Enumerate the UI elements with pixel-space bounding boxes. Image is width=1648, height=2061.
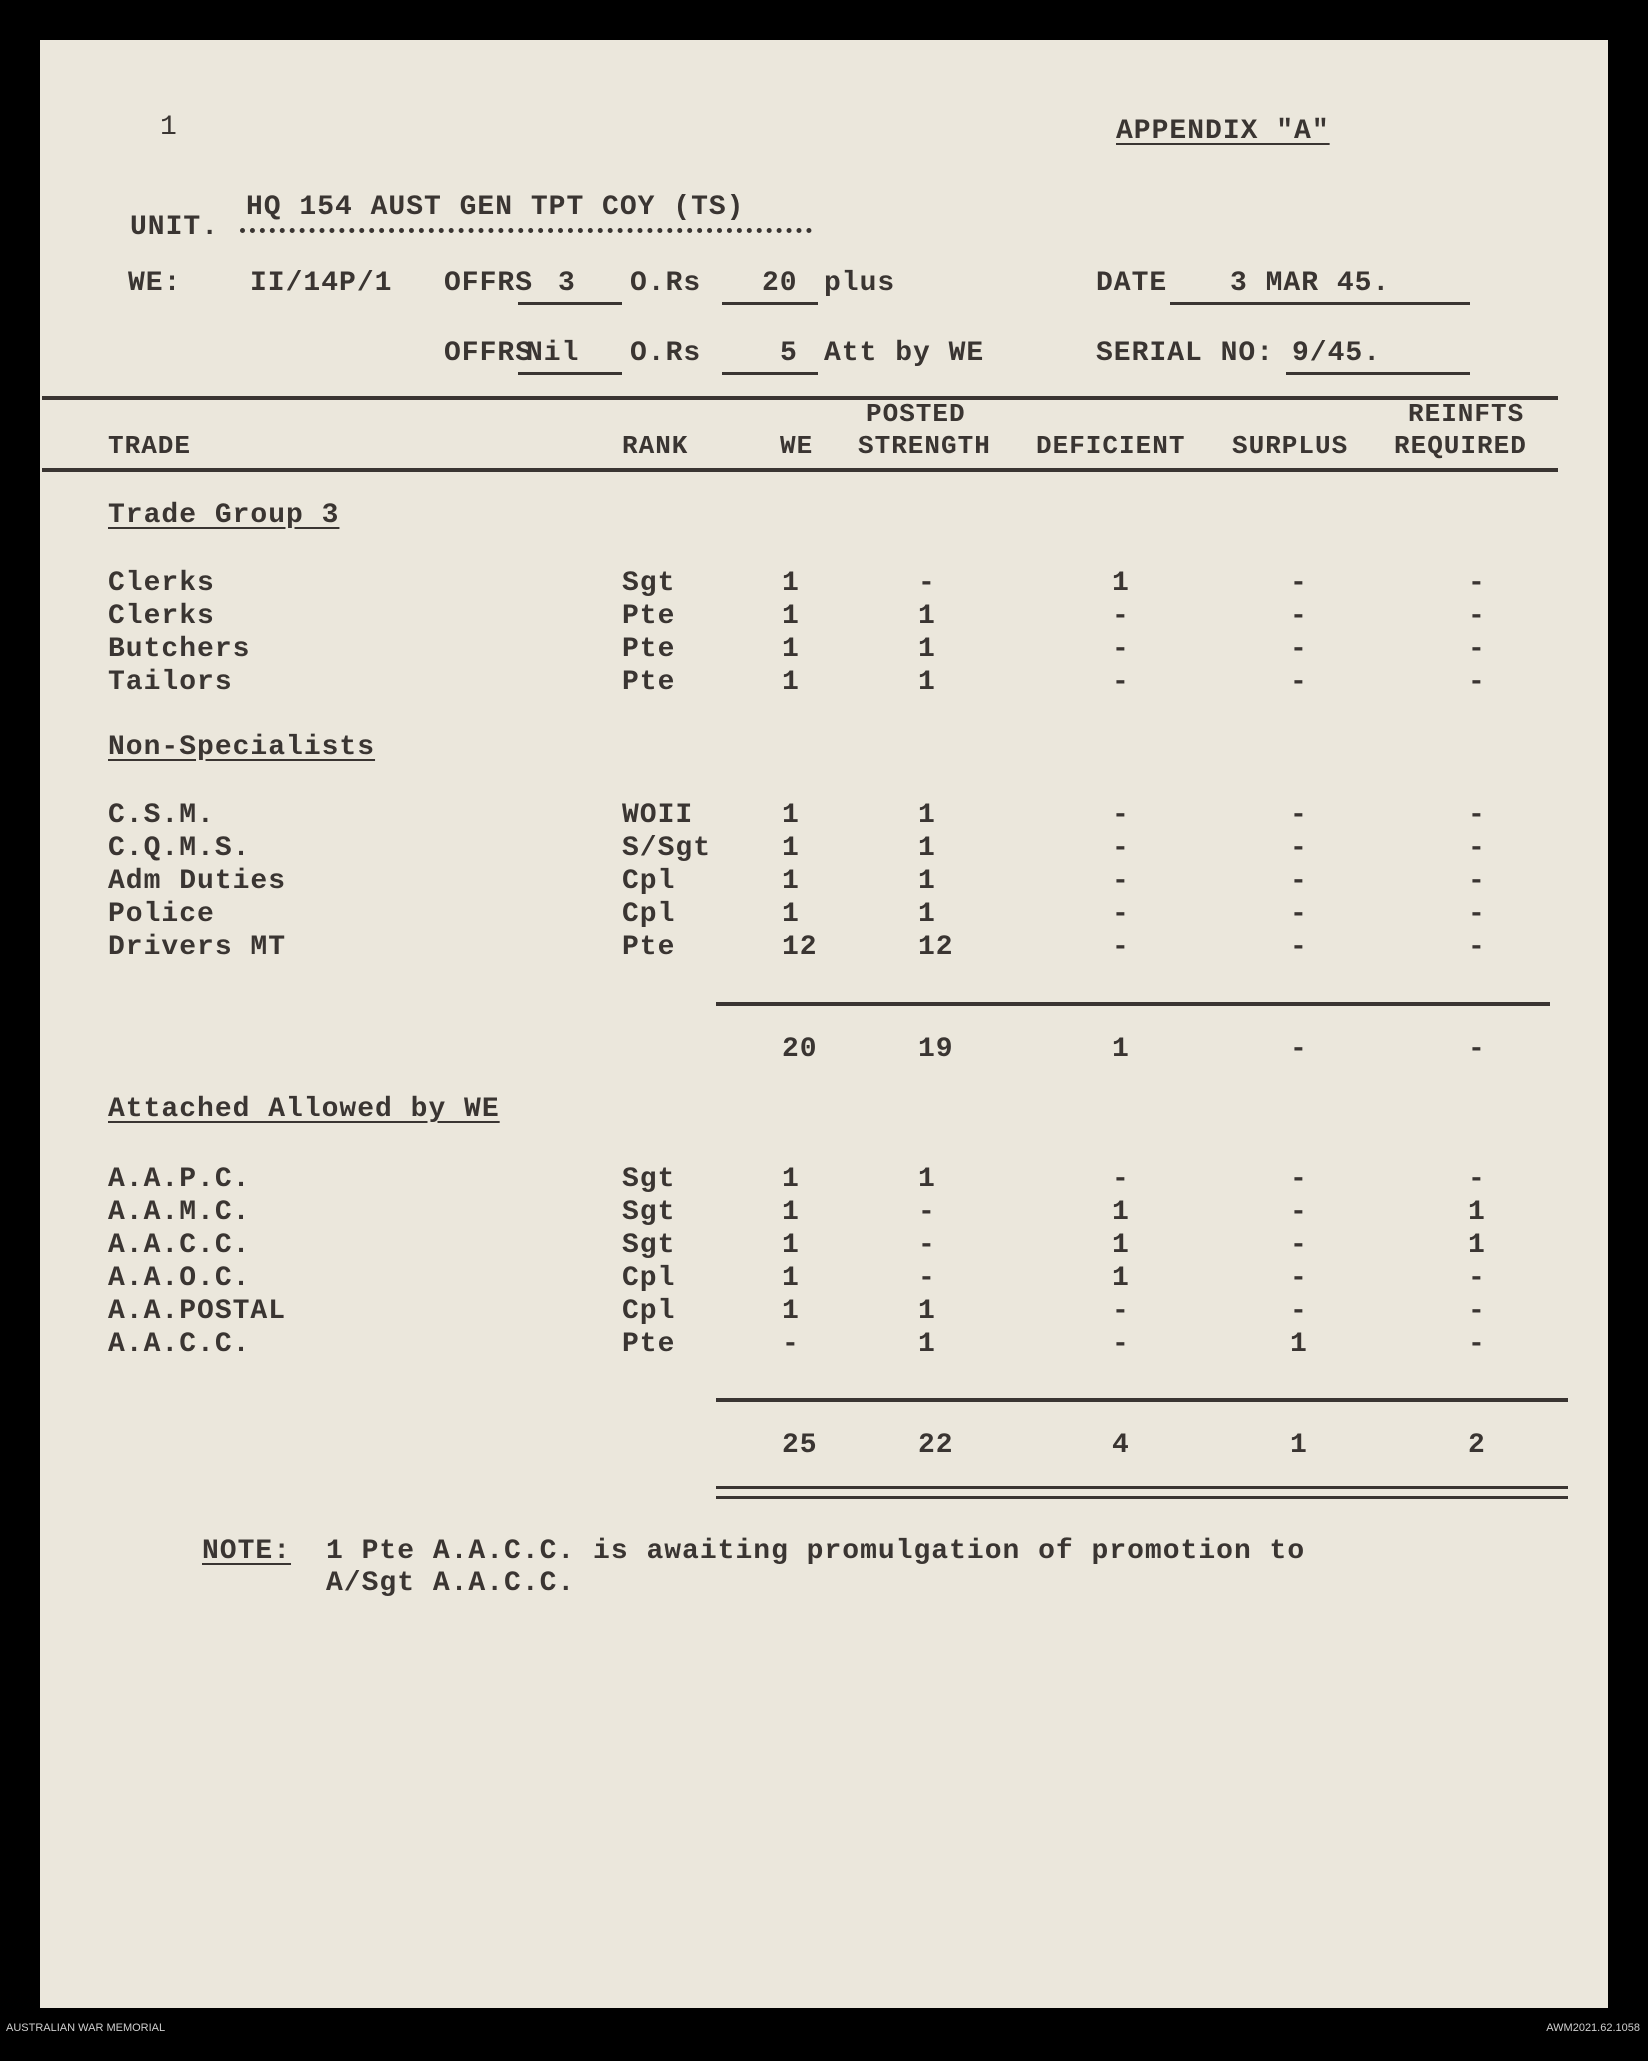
header-trade: TRADE: [108, 431, 192, 461]
we-ors-value: 20: [762, 268, 798, 299]
table-row: Clerks Pte 1 1 - - -: [108, 601, 1486, 632]
date-value: 3 MAR 45.: [1230, 268, 1391, 299]
we-offrs-value: 3: [558, 268, 576, 299]
group-title-attached: Attached Allowed by WE: [108, 1094, 500, 1125]
header-surplus: SURPLUS: [1232, 431, 1349, 461]
we-offrs-label: OFFRS: [444, 268, 534, 299]
table-row: Tailors Pte 1 1 - - -: [108, 667, 1486, 698]
footer-right: AWM2021.62.1058: [1546, 2022, 1640, 2034]
table-row: C.S.M. WOII 1 1 - - -: [108, 800, 1486, 831]
table-row: Clerks Sgt 1 - 1 - -: [108, 568, 1486, 599]
table-row: Drivers MT Pte 12 12 - - -: [108, 932, 1486, 963]
header-strength: STRENGTH: [858, 431, 991, 461]
att-ors-label: O.Rs: [630, 338, 702, 369]
group-title-non-specialists: Non-Specialists: [108, 732, 376, 763]
table-row: A.A.O.C. Cpl 1 - 1 - -: [108, 1263, 1486, 1294]
serial-value: 9/45.: [1292, 338, 1382, 369]
subtotal-row: 20 19 1 - -: [782, 1034, 1486, 1065]
header-reinfts: REINFTS: [1408, 399, 1525, 429]
att-offrs-value: Nil: [526, 338, 580, 369]
note-line-1: 1 Pte A.A.C.C. is awaiting promulgation of promotion to: [326, 1536, 1306, 1567]
att-ors-value: 5: [780, 338, 798, 369]
unit-label: UNIT.: [130, 212, 220, 243]
group-title-trade-group-3: Trade Group 3: [108, 500, 340, 531]
total-double-rule-2: [716, 1496, 1568, 1499]
date-label: DATE: [1096, 268, 1168, 299]
table-row: Butchers Pte 1 1 - - -: [108, 634, 1486, 665]
total-rule: [716, 1398, 1568, 1402]
table-row: A.A.P.C. Sgt 1 1 - - -: [108, 1164, 1486, 1195]
document-page: [40, 40, 1608, 2008]
total-row: 25 22 4 1 2: [782, 1430, 1486, 1461]
table-row: A.A.M.C. Sgt 1 - 1 - 1: [108, 1197, 1486, 1228]
corner-mark: 1: [160, 112, 177, 143]
we-ors-suffix: plus: [824, 268, 896, 299]
serial-label: SERIAL NO:: [1096, 338, 1275, 369]
table-row: A.A.POSTAL Cpl 1 1 - - -: [108, 1296, 1486, 1327]
header-posted: POSTED: [866, 399, 966, 429]
note-label: NOTE:: [202, 1536, 292, 1567]
we-label: WE:: [128, 268, 182, 299]
header-bottom-rule: [42, 468, 1558, 472]
unit-dotted-line: [240, 228, 812, 233]
table-row: C.Q.M.S. S/Sgt 1 1 - - -: [108, 833, 1486, 864]
we-ors-label: O.Rs: [630, 268, 702, 299]
table-row: Adm Duties Cpl 1 1 - - -: [108, 866, 1486, 897]
note-line-2: A/Sgt A.A.C.C.: [326, 1568, 576, 1599]
header-required: REQUIRED: [1394, 431, 1527, 461]
att-offrs-label: OFFRS: [444, 338, 534, 369]
header-top-rule: [42, 396, 1558, 400]
att-ors-suffix: Att by WE: [824, 338, 985, 369]
total-double-rule-1: [716, 1486, 1568, 1489]
header-rank: RANK: [622, 431, 689, 461]
footer-left: AUSTRALIAN WAR MEMORIAL: [6, 2022, 166, 2034]
we-code: II/14P/1: [250, 268, 393, 299]
table-row: A.A.C.C. Sgt 1 - 1 - 1: [108, 1230, 1486, 1261]
unit-value: HQ 154 AUST GEN TPT COY (TS): [246, 192, 745, 223]
table-row: Police Cpl 1 1 - - -: [108, 899, 1486, 930]
header-deficient: DEFICIENT: [1036, 431, 1186, 461]
table-row: A.A.C.C. Pte - 1 - 1 -: [108, 1329, 1486, 1360]
subtotal-rule: [716, 1002, 1550, 1006]
appendix-title: APPENDIX "A": [1116, 116, 1330, 147]
header-we: WE: [780, 431, 814, 461]
